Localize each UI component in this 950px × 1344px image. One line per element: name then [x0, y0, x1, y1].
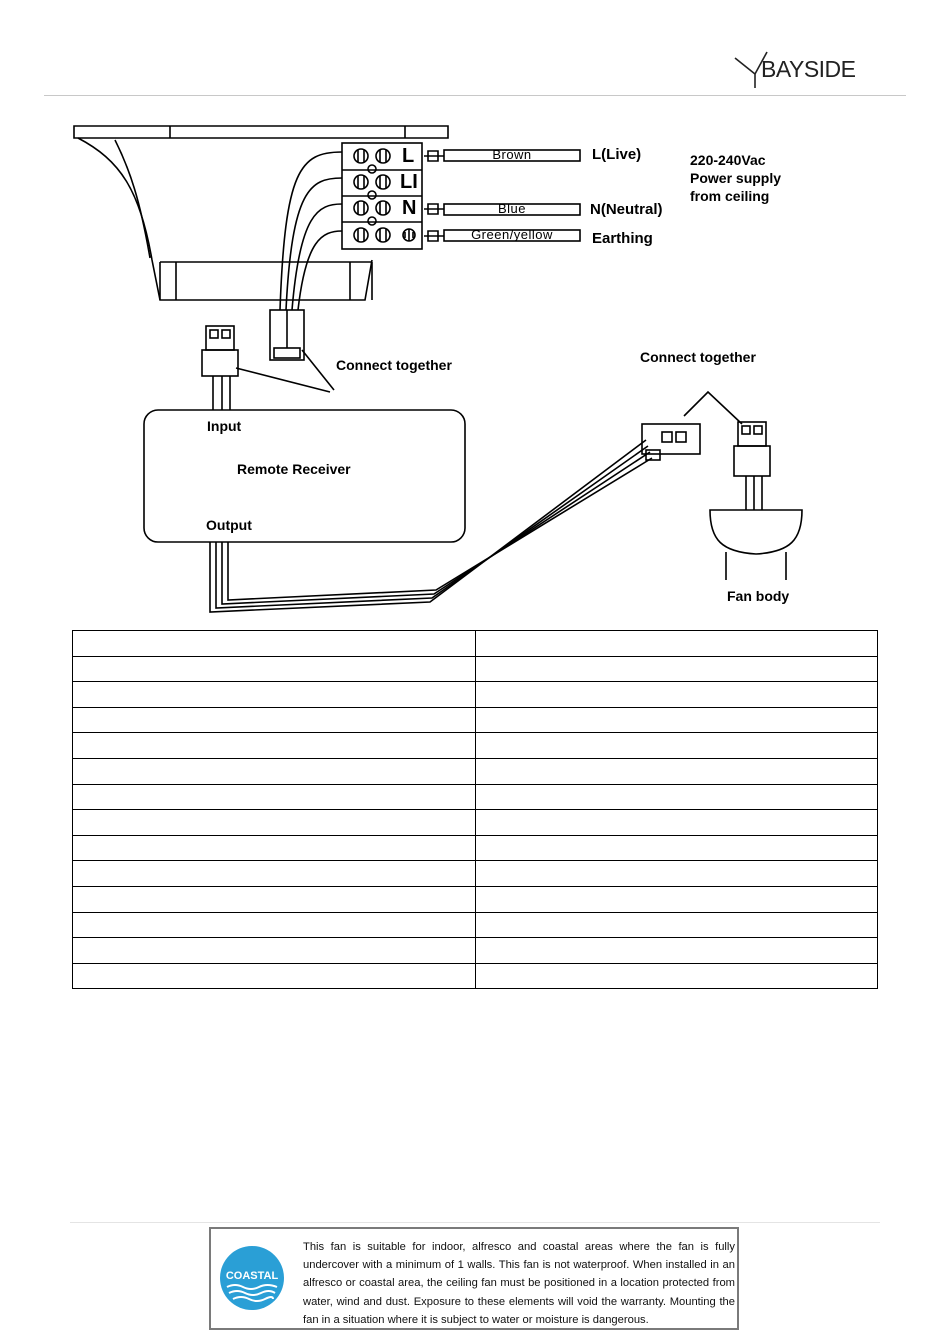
footer-divider — [70, 1222, 880, 1223]
table-cell — [475, 656, 878, 682]
table-row — [73, 886, 878, 912]
table-cell — [73, 707, 476, 733]
spec-table-body — [73, 631, 878, 989]
label-live: L(Live) — [592, 146, 642, 163]
table-cell — [475, 963, 878, 989]
table-row — [73, 682, 878, 708]
table-cell — [475, 707, 878, 733]
table-cell — [475, 861, 878, 887]
label-connect-right: Connect together — [640, 349, 756, 365]
terminal-label-neutral: N — [402, 197, 417, 219]
table-cell — [475, 733, 878, 759]
wire-label-blue: Blue — [497, 201, 527, 216]
receiver-title: Remote Receiver — [237, 461, 351, 477]
table-cell — [73, 784, 476, 810]
table-row — [73, 938, 878, 964]
label-fan-body: Fan body — [727, 588, 790, 604]
label-connect-left: Connect together — [336, 357, 452, 373]
table-cell — [475, 784, 878, 810]
table-cell — [73, 886, 476, 912]
table-row — [73, 631, 878, 657]
terminal-label-live-in: LI — [400, 171, 418, 193]
table-cell — [475, 631, 878, 657]
table-cell — [73, 835, 476, 861]
table-row — [73, 963, 878, 989]
supply-line-2: Power supply — [690, 170, 782, 186]
table-row — [73, 835, 878, 861]
terminal-label-live: L — [402, 145, 415, 167]
wiring-diagram-drawing — [0, 0, 950, 620]
table-cell — [73, 963, 476, 989]
spec-table — [72, 630, 878, 989]
table-row — [73, 656, 878, 682]
wiring-diagram — [0, 0, 950, 620]
table-cell — [73, 758, 476, 784]
table-row — [73, 758, 878, 784]
table-row — [73, 784, 878, 810]
table-cell — [73, 810, 476, 836]
wire-label-green-yellow: Green/yellow — [471, 227, 553, 242]
table-cell — [475, 810, 878, 836]
table-cell — [73, 682, 476, 708]
table-cell — [475, 835, 878, 861]
logo-text: BAYSIDE — [761, 56, 856, 82]
receiver-input-label: Input — [207, 418, 242, 434]
table-cell — [73, 938, 476, 964]
table-cell — [475, 682, 878, 708]
label-earthing: Earthing — [592, 230, 653, 247]
table-cell — [475, 886, 878, 912]
table-cell — [73, 733, 476, 759]
coastal-notice — [209, 1227, 739, 1330]
coastal-notice-text: This fan is suitable for indoor, alfresco and coastal areas where the fan is fully undercover with a minimum of 1 walls. This fan is not waterproof. When installed in an alfresco or coastal area, the ceiling fan must be positioned in a location protected from water, wind and dust. Exposure to these elements will void the warranty. Mounting the fan in a situation where it is subject to water or moisture is dangerous. — [303, 1241, 735, 1326]
table-row — [73, 861, 878, 887]
table-cell — [73, 912, 476, 938]
supply-voltage: 220-240Vac — [690, 152, 766, 168]
table-cell — [475, 758, 878, 784]
coastal-badge-icon — [219, 1245, 285, 1311]
table-cell — [73, 631, 476, 657]
table-row — [73, 810, 878, 836]
table-row — [73, 707, 878, 733]
table-cell — [475, 938, 878, 964]
coastal-badge-label: COASTAL — [225, 1270, 279, 1282]
table-row — [73, 733, 878, 759]
table-cell — [475, 912, 878, 938]
wire-label-brown: Brown — [492, 147, 532, 162]
supply-line-3: from ceiling — [690, 188, 770, 204]
label-neutral: N(Neutral) — [590, 201, 663, 218]
receiver-output-label: Output — [206, 517, 252, 533]
table-cell — [73, 861, 476, 887]
table-cell — [73, 656, 476, 682]
table-row — [73, 912, 878, 938]
